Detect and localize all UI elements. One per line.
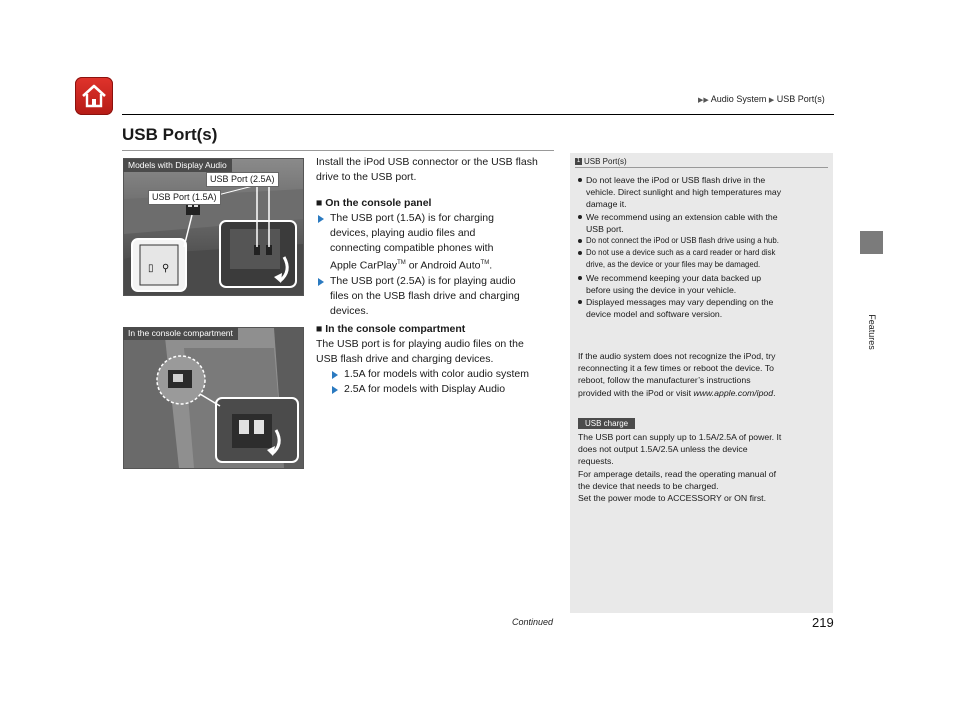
breadcrumb bbox=[698, 94, 825, 104]
callout-usb-2-5a: USB Port (2.5A) bbox=[206, 172, 279, 187]
list-item: The USB port (2.5A) is for playing audio files on the USB flash drive and charging devices. bbox=[316, 274, 556, 319]
svg-text:▯: ▯ bbox=[148, 263, 154, 274]
page-title: USB Port(s) bbox=[122, 125, 218, 144]
figure-label-console-compartment: In the console compartment bbox=[123, 327, 238, 340]
list-item: Do not connect the iPod or USB flash drive using a hub. bbox=[578, 235, 828, 247]
console-compartment-illustration bbox=[124, 328, 303, 468]
sidebar-reboot-paragraph: If the audio system does not recognize the iPod, try reconnecting it a few times or reboot the device. To reboot, follow the manufacturer’s instructions provided with the iPod or visit www.apple.com/ipod. bbox=[578, 351, 776, 398]
breadcrumb-audio-system[interactable]: Audio System bbox=[710, 94, 767, 104]
section-console-compartment bbox=[316, 322, 556, 397]
callout-usb-1-5a: USB Port (1.5A) bbox=[148, 190, 221, 205]
section-tab-label: Features bbox=[867, 314, 877, 350]
section-heading-console-panel: ■ On the console panel bbox=[316, 197, 432, 209]
sidebar-rule bbox=[575, 167, 828, 168]
sidebar-notes-list bbox=[578, 174, 828, 320]
continued-label: Continued bbox=[512, 617, 554, 627]
apple-url-link[interactable]: www.apple.com/ipod bbox=[693, 387, 774, 398]
list-item: Displayed messages may vary depending on the device model and software version. bbox=[578, 296, 828, 320]
sidebar-title: 1 USB Port(s) bbox=[576, 157, 627, 166]
list-item: We recommend using an extension cable with the USB port. bbox=[578, 211, 828, 235]
figure-label-display-audio: Models with Display Audio bbox=[123, 159, 232, 172]
reference-number-icon: 1 bbox=[576, 158, 581, 165]
title-rule bbox=[122, 150, 554, 151]
section2-line-2: USB flash drive and charging devices. bbox=[316, 353, 494, 365]
home-button[interactable] bbox=[75, 77, 113, 115]
usb-charge-label: USB charge bbox=[578, 418, 635, 429]
section2-line-1: The USB port is for playing audio files on the bbox=[316, 338, 524, 350]
section-tab-marker[interactable] bbox=[860, 231, 883, 254]
svg-text:⚲: ⚲ bbox=[162, 263, 170, 274]
list-item: We recommend keeping your data backed up before using the device in your vehicle. bbox=[578, 272, 828, 296]
header-rule bbox=[122, 114, 834, 115]
list-item: Do not use a device such as a card reader or hard disk drive, as the device or your files may be damaged. bbox=[578, 247, 828, 271]
section-console-panel bbox=[316, 196, 556, 319]
breadcrumb-arrow-icon: ▶ bbox=[768, 97, 775, 104]
sidebar-charge-paragraph: The USB port can supply up to 1.5A/2.5A of power. It does not output 1.5A/2.5A unless the device requests. For amperage details, read the operating manual of the device that needs to be charged. Set the power mode to ACCESSORY or ON first. bbox=[578, 432, 782, 504]
section-heading-console-compartment: ■ In the console compartment bbox=[316, 323, 466, 335]
list-item: The USB port (1.5A) is for charging devices, playing audio files and connecting compatible phones with Apple CarPlay™ or Android Auto™. bbox=[316, 211, 556, 274]
page-number: 219 bbox=[812, 615, 834, 630]
list-item: 1.5A for models with color audio system bbox=[330, 367, 556, 382]
home-icon bbox=[75, 77, 113, 115]
breadcrumb-usb-ports: USB Port(s) bbox=[776, 94, 825, 104]
intro-paragraph: Install the iPod USB connector or the USB flash drive to the USB port. bbox=[316, 156, 538, 183]
console-compartment-photo bbox=[123, 327, 304, 469]
list-item: Do not leave the iPod or USB flash drive in the vehicle. Direct sunlight and high temperatures may damage it. bbox=[578, 174, 828, 211]
list-item: 2.5A for models with Display Audio bbox=[330, 382, 556, 397]
breadcrumb-arrow-icon: ▶▶ bbox=[698, 97, 709, 104]
